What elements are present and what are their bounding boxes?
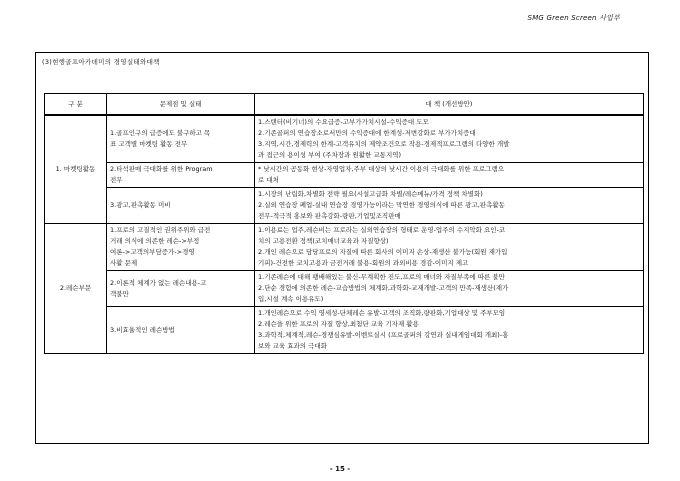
- problem-line: 3.비효율적인 레슨방법: [110, 325, 175, 334]
- solution-line: 1.스탠터(비기너)의 수요급증-고부가가치시설-수익증대 도모: [258, 118, 429, 126]
- problem-cell: [107, 224, 255, 271]
- problem-line: 표 고객별 마켓팅 활동 전무: [110, 140, 188, 148]
- table-header-row: [45, 94, 644, 116]
- solution-cell: [255, 188, 644, 224]
- running-header: SMG Green Screen 사업부: [527, 14, 620, 22]
- table-body: [45, 115, 644, 354]
- solution-line: 입,시설 계속 이용유도): [258, 295, 324, 303]
- table-row: [45, 307, 644, 354]
- solution-line: 보와 교육 효과의 극대화: [258, 342, 327, 350]
- problem-cell: [107, 307, 255, 354]
- solution-line: 기피)-건전한 코치고용과 금전거래 불용-회원의 과외비용 경감-이미지 제고: [258, 259, 469, 267]
- solution-line: 전무-적극적 홍보와 판촉강화-량판,기업및조직판매: [258, 212, 401, 220]
- solution-line: 1.개인레슨으로 수익 영세성-단체레슨 유발-고객의 조직화,량판화,기업대상 및 주부모임: [258, 309, 506, 317]
- problem-line: 거래 의식에 의존한 레슨->부정: [110, 237, 200, 245]
- solution-line: 치의 고용전환 정책(코치매너교육과 자질향상): [258, 237, 389, 245]
- category-cell: 1. 마켓팅활동: [45, 115, 107, 224]
- problem-line: 1.골프인구의 급증에도 불구하고 목: [110, 129, 211, 137]
- problem-cell: [107, 188, 255, 224]
- solution-cell: [255, 307, 644, 354]
- solution-line: 2.개인 레슨으로 담당프로의 자질에 따른 회사의 이미지 손상-재생산 불가능(회원 재가입: [258, 248, 508, 256]
- category-cell: 2.레슨부문: [45, 224, 107, 354]
- solution-line: 2.기존골퍼의 연습장소로서만의 수익증대에 한계성-저변강화로 부가가치증대: [258, 129, 476, 137]
- solution-line: 2.레슨을 위한 프로의 자질 향상,최첨단 교육 기자재 활용: [258, 320, 419, 328]
- solution-line: 1.시장의 난립화,차별화 전략 필요(시설고급화 차별/레슨메뉴/가격 정책 차별화): [258, 190, 483, 198]
- solution-line: 3.지역,시간,경제력의 한계-고객유치의 제약조건으로 작용-경제적프로그램의 다양한 개발: [258, 140, 510, 148]
- solution-line: 3.과학적,체계적,레슨-경쟁심유발-이벤트실시 (프로골퍼의 강연과 실내게임대회 개최)-홍: [258, 331, 509, 339]
- table-row: [45, 163, 644, 188]
- problem-line: 사활 문제: [110, 259, 138, 267]
- table-row: [45, 224, 644, 271]
- solution-line: 로 대처: [258, 176, 279, 184]
- header-category: 구 분: [45, 94, 107, 116]
- problem-line: 1.프로의 고질적인 권위주위와 급전: [110, 226, 211, 234]
- header-solution: 대 책 (개선방안): [255, 94, 644, 116]
- management-table: [44, 93, 644, 354]
- problem-line: 전무: [110, 176, 123, 184]
- problem-line: 2.타석판매 극대화를 위한 Program: [110, 165, 213, 173]
- table-row: [45, 271, 644, 307]
- problem-line: 객불만: [110, 289, 129, 298]
- solution-cell: [255, 163, 644, 188]
- table-row: [45, 115, 644, 163]
- problem-line: 3.광고,판촉활동 미비: [110, 201, 171, 209]
- page-number: - 15 -: [329, 465, 351, 473]
- problem-cell: [107, 271, 255, 307]
- table-row: [45, 188, 644, 224]
- content-frame: [35, 52, 649, 444]
- solution-line: * 낮시간의 공동화 현상-자영업자,주부 대상의 낮시간 이용의 극대화를 위한 프로그램으: [258, 165, 505, 173]
- solution-cell: [255, 271, 644, 307]
- problem-cell: [107, 163, 255, 188]
- problem-line: 여론->고객의부담증가->경영: [110, 248, 195, 256]
- problem-cell: [107, 115, 255, 163]
- problem-line: 2.이론적 체계가 없는 레슨내용-고: [110, 278, 207, 287]
- header-problem: 문제점 및 실태: [107, 94, 255, 116]
- solution-cell: [255, 115, 644, 163]
- solution-line: 과 접근의 용이성 부여 (주차장과 원활한 교통지역): [258, 151, 402, 159]
- section-title: (3)현행골프아카데미의 경영실태와대책: [42, 58, 160, 66]
- solution-cell: [255, 224, 644, 271]
- solution-line: 1.기존레슨에 대해 팽배해있는 불신-무계획한 진도,프로의 매너와 자질부족에 따른 불만: [258, 273, 505, 281]
- solution-line: 2.단순 경험에 의존한 레슨-교습방법의 체계화,과학화-교재개발-고객의 만족-재생산(재가: [258, 284, 509, 292]
- solution-line: 1.이용료는 업주,레슨비는 프로라는 실외연습장의 형태로 운영-업주의 수지악화 요인-코: [258, 226, 506, 234]
- solution-line: 2.실외 연습장 폐업-실내 연습장 경영가능이라는 막연한 경영의식에 따른 광고,판촉활동: [258, 201, 505, 209]
